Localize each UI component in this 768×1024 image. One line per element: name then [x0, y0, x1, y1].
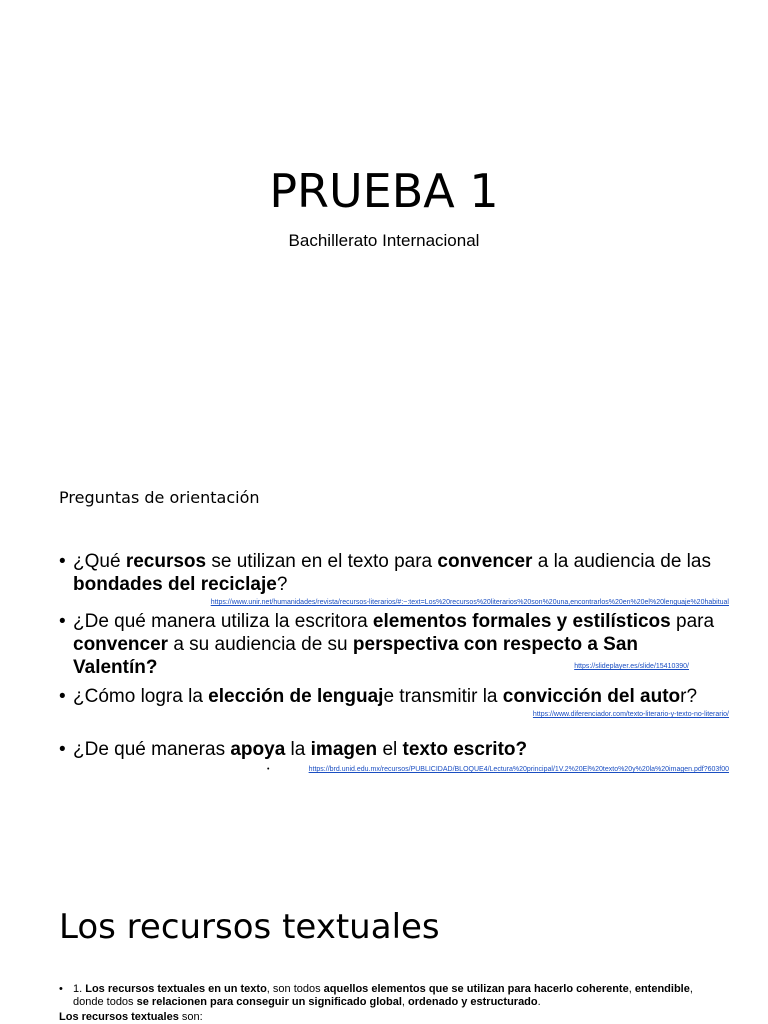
- question-bold: bondades del reciclaje: [73, 574, 277, 595]
- question-bold: imagen: [310, 739, 378, 760]
- question-text: a la audiencia de las: [532, 551, 711, 572]
- definition-bold: Los recursos textuales en un texto: [85, 983, 267, 995]
- source-link-1[interactable]: https://www.unir.net/humanidades/revista/recursos-literarios/#:~:text=Los%20recursos%20literarios%20son%20una,encontrarlos%20en%20el%20lenguaje%20habitual: [210, 599, 729, 606]
- question-list: [59, 550, 729, 775]
- definition-text: .: [537, 996, 541, 1008]
- definition-bold: se relacionen para conseguir un significado global: [136, 996, 402, 1008]
- question-text: la: [285, 739, 311, 760]
- bullet-icon: •: [59, 983, 63, 995]
- definition-text: ,: [628, 983, 635, 995]
- question-bold: perspectiva con respecto a San Valentín?: [73, 634, 639, 678]
- slide-title: PRUEBA 1: [269, 164, 499, 218]
- question-bold: elección de lenguaj: [208, 686, 384, 707]
- question-1: [59, 550, 719, 596]
- item-number: 1.: [73, 983, 86, 995]
- question-bold: convicción del auto: [502, 686, 681, 707]
- source-link-4[interactable]: https://brd.unid.edu.mx/recursos/PUBLICIDAD/BLOQUE4/Lectura%20principal/1V.2%20El%20texto%20y%20la%20imagen.pdf?603f00: [308, 766, 729, 773]
- orientation-heading: Preguntas de orientación: [59, 488, 260, 507]
- question-text: se utilizan en el texto para: [206, 551, 438, 572]
- question-bold: apoya: [230, 739, 286, 760]
- question-2: [59, 610, 719, 679]
- definition-text: ,: [401, 996, 409, 1008]
- definition-block: [59, 983, 709, 1024]
- question-text: ¿De qué manera utiliza la escritora: [73, 611, 373, 632]
- question-bold: convencer: [437, 551, 533, 572]
- source-link-2[interactable]: https://slideplayer.es/slide/15410390/: [574, 663, 689, 670]
- question-4: [59, 738, 719, 761]
- definition-tail: [59, 1011, 709, 1024]
- question-text: e transmitir la: [383, 686, 503, 707]
- definition-text: son:: [178, 1011, 203, 1023]
- slide-subtitle: Bachillerato Internacional: [288, 231, 480, 250]
- bullet-icon: •: [59, 551, 66, 572]
- definition-bold: aquellos elementos que se utilizan para hacerlo coherente: [323, 983, 629, 995]
- question-text: a su audiencia de su: [168, 634, 353, 655]
- definition-bold: Los recursos textuales: [59, 1011, 179, 1023]
- bullet-icon: •: [59, 611, 66, 632]
- source-row-4: [59, 765, 729, 775]
- question-text: ¿Qué: [73, 551, 126, 572]
- source-link-3[interactable]: https://www.diferenciador.com/texto-literario-y-texto-no-literario/: [532, 711, 729, 718]
- question-text: ¿Cómo logra la: [73, 686, 209, 707]
- definition-item: [59, 983, 709, 1009]
- definition-text: , son todos: [266, 983, 324, 995]
- bullet-icon: •: [267, 766, 270, 773]
- question-bold: convencer: [73, 634, 169, 655]
- definition-bold: entendible: [634, 983, 690, 995]
- question-bold: recursos: [125, 551, 207, 572]
- definition-text: , donde todos: [73, 983, 693, 1008]
- question-text: ?: [276, 574, 288, 595]
- question-text: ¿De qué maneras: [73, 739, 231, 760]
- question-text: el: [377, 739, 403, 760]
- bullet-icon: •: [59, 686, 66, 707]
- definition-bold: ordenado y estructurado: [408, 996, 538, 1008]
- question-bold: elementos formales y estilísticos: [372, 611, 671, 632]
- slide-2-title: Los recursos textuales: [59, 907, 440, 947]
- question-text: para: [670, 611, 715, 632]
- bullet-icon: •: [59, 739, 66, 760]
- question-3: [59, 685, 719, 708]
- question-text: r?: [680, 686, 698, 707]
- question-bold: texto escrito?: [402, 739, 528, 760]
